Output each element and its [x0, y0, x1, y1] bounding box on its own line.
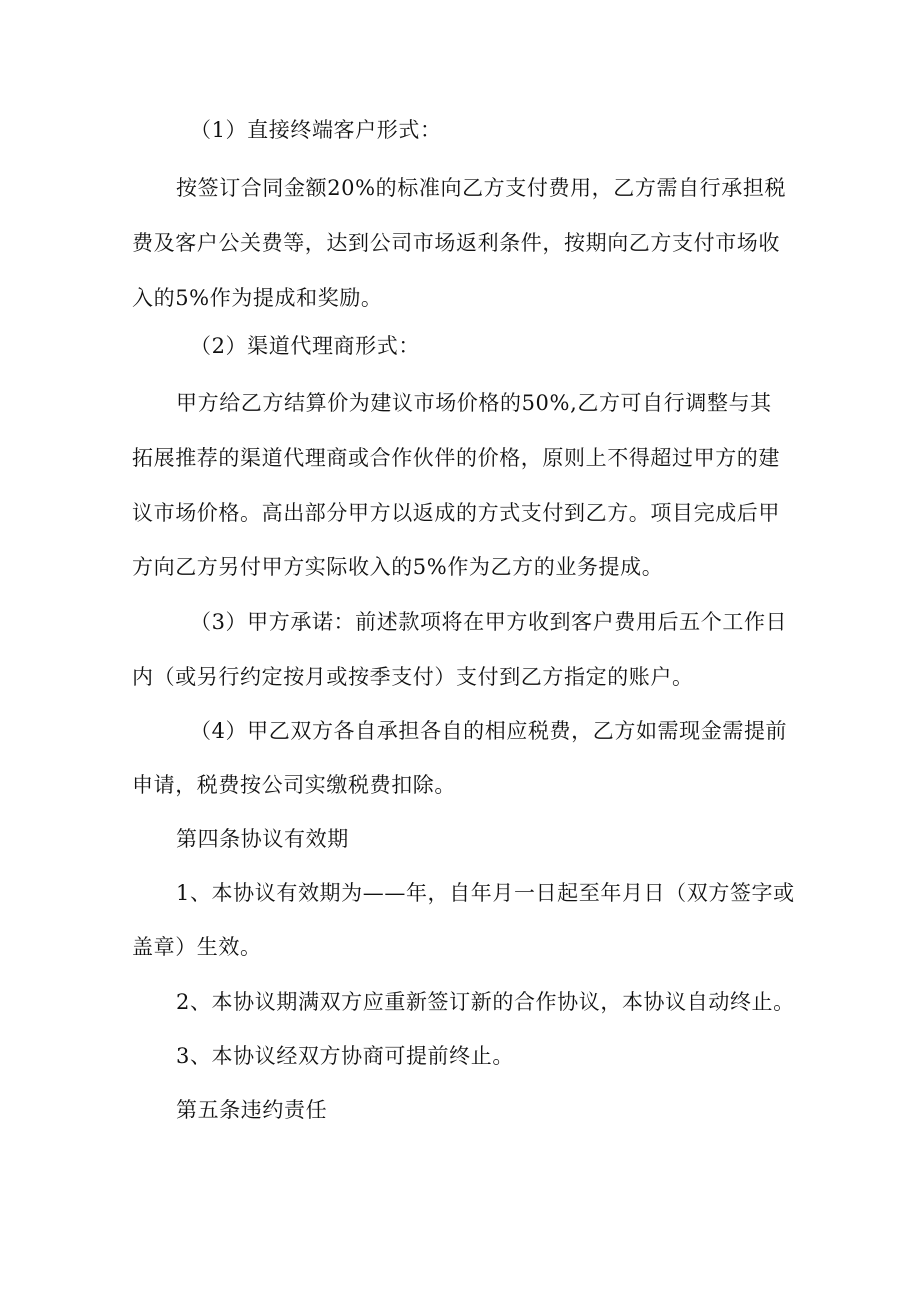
- paragraph-line: 盖章）生效。: [132, 935, 262, 959]
- paragraph-line: （4）甲乙双方各自承担各自的相应税费，乙方如需现金需提前: [190, 719, 788, 743]
- paragraph-line: 内（或另行约定按月或按季支付）支付到乙方指定的账户。: [132, 665, 694, 689]
- paragraph-line: 1、本协议有效期为——年，自年月一日起至年月日（双方签字或: [176, 881, 795, 905]
- paragraph-line: 3、本协议经双方协商可提前终止。: [176, 1044, 514, 1068]
- section-heading-direct-client: （1）直接终端客户形式：: [190, 118, 442, 142]
- paragraph-line: 拓展推荐的渠道代理商或合作伙伴的价格，原则上不得超过甲方的建: [132, 446, 780, 470]
- paragraph-line: 方向乙方另付甲方实际收入的5%作为乙方的业务提成。: [132, 555, 664, 579]
- paragraph-line: 费及客户公关费等，达到公司市场返利条件，按期向乙方支付市场收: [132, 231, 780, 255]
- paragraph-line: 申请，税费按公司实缴税费扣除。: [132, 773, 456, 797]
- paragraph-line: （3）甲方承诺：前述款项将在甲方收到客户费用后五个工作日: [190, 610, 788, 634]
- article-heading-liability: 第五条违约责任: [176, 1098, 328, 1122]
- paragraph-line: 2、本协议期满双方应重新签订新的合作协议，本协议自动终止。: [176, 990, 795, 1014]
- paragraph-line: 按签订合同金额20%的标准向乙方支付费用，乙方需自行承担税: [176, 176, 787, 200]
- article-heading-term: 第四条协议有效期: [176, 827, 349, 851]
- paragraph-line: 议市场价格。高出部分甲方以返成的方式支付到乙方。项目完成后甲: [132, 501, 780, 525]
- paragraph-line: 入的5%作为提成和奖励。: [132, 286, 383, 310]
- paragraph-line: 甲方给乙方结算价为建议市场价格的50%,乙方可自行调整与其: [176, 391, 772, 415]
- section-heading-channel-agent: （2）渠道代理商形式：: [190, 334, 420, 358]
